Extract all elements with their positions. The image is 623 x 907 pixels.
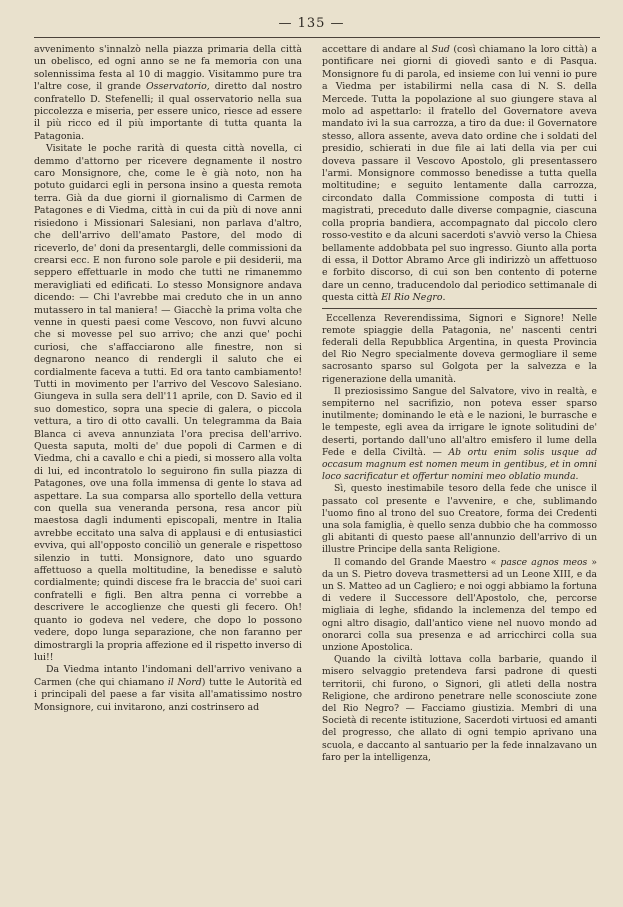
italic-text: pasce agnos meos <box>500 556 588 568</box>
text-run: Il preziosissimo Sangue del Salvatore, vivo in realtà, e sempiterno nel sacrifizio, non poteva esser sparso inutilmente; dominando le età e le nazioni, le burrasche e le tempeste, egli avea da irrigare le ignote solitudini de' deserti, portando dall'uno all'altro emisfero il lume della Fede e della Civiltà. — <box>322 385 597 458</box>
paragraph <box>322 386 597 484</box>
text-run: Quando la civiltà lottava colla barbarie, quando il misero selvaggio pretendeva farsi padrone di questi territorii, chi furono, o Signori, gli atleti della nostra Religione, che ardirono penetrare nelle sconosciute zone del Rio Negro? — Facciamo giustizia. Membri di una Società di recente istituzione, Sacerdoti virtuosi ed amanti del progresso, che allato di ogni tempio aprivano una scuola, e daccanto al santuario per la fede innalzavano un faro per la intelligenza, <box>322 654 597 763</box>
speech-separator <box>322 308 597 309</box>
paragraph <box>34 44 302 143</box>
text-run: Visitate le poche rarità di questa città novella, ci demmo d'attorno per ricevere degnamente il nostro caro Monsignore, che, come le è già noto, non ha potuto guidarci egli in persona insino a questa remota terra. Già da due giorni il giornalismo di Carmen de Patagones e di Viedma, città in cui da più di nove anni risiedono i Missionari Salesiani, non parlava d'altro, che dell'arrivo dell'amato Pastore, del modo di riceverlo, de' doni da presentargli, delle commissioni da crearsi ecc. E non furono sole parole e pii desiderii, ma seppero effettuarle in modo che tutti ne rimanemmo meravigliati ed edificati. Lo stesso Monsignore andava dicendo: — Chi l'avrebbe mai creduto che in un anno mutassero in tal maniera! — Giacchè la prima volta che venne in questi paesi come Vescovo, non fuvvi alcuno che si movesse pel suo arrivo; che anzi que' pochi curiosi, che s'affacciarono alle finestre, non si degnarono neanco di rendergli il saluto che ei cordialmente faceva a tutti. Ed ora tanto cambiamento! Tutti in movimento per l'arrivo del Vescovo Salesiano. Giungeva in sulla sera dell'11 aprile, con D. Savio ed il suo domestico, sopra una specie di galera, o piccola vettura, a tiro di otto cavalli. Un telegramma da Baia Blanca ci aveva annunziata l'ora precisa dell'arrivo. Questa saputa, molti de' due popoli di Carmen e di Viedma, chi a cavallo e chi a piedi, si mossero alla volta di lui, ed incontratolo lo seguirono fin sulla piazza di Patagones, ove una folla immensa di gente lo stava ad aspettare. La sua comparsa allo sportello della vettura con quella sua veneranda persona, resa ancor più maestosa dagli indumenti episcopali, mentre in Italia avrebbe eccitato una salva di applausi e di entusiastici evviva, qui all'opposto conciliò un generale e rispettoso silenzio in tutti. Monsignore, dato uno sguardo affettuoso a quella moltitudine, la benedisse e salutò cordialmente; quindi discese fra le braccia de' suoi cari confratelli e figli. Ben altra penna ci vorrebbe a descrivere le accoglienze che questi gli fecero. Oh! quanto io godeva nel vedere, che dopo lo possono vedere, dopo lunga separazione, che non faranno per dimostrargli la propria affezione ed il rispetto inverso di lui!! <box>34 143 302 663</box>
text-run: » da un S. Pietro doveva trasmettersi ad un Leone XIII, e da un S. Matteo ad un Cagliero; e noi oggi abbiamo la fortuna di vedere il Successore dell'Apostolo, che, percorse migliaia di leghe, sfidando la inclemenza del tempo ed ogni altro disagio, dall'antico viene nel nuovo mondo ad onorarci colla sua presenza e ad arricchirci colla sua unzione Apostolica. <box>322 556 597 654</box>
text-run: . <box>442 292 446 304</box>
paragraph <box>322 654 597 764</box>
paragraph <box>322 313 597 386</box>
header-rule <box>34 37 600 38</box>
text-run: avvenimento s'innalzò nella piazza primaria della città un obelisco, ed ogni anno se ne fa memoria con una solennissima festa al 10 di maggio. Visitammo pure tra l'altre cose, il grande <box>34 44 302 93</box>
text-run: ) tutte le Autorità ed i principali del paese a far visita all'amatissimo nostro Monsignore, cui invitarono, anzi costrinsero ad <box>34 676 302 713</box>
paragraph <box>322 557 597 655</box>
text-run: Da Viedma intanto l'indomani dell'arrivo venivano a Carmen (che qui chiamano <box>34 664 302 688</box>
italic-text: Sud <box>431 44 450 55</box>
italic-text: il Nord <box>167 676 202 688</box>
text-run: (così chiamano la loro città) a pontificare nei giorni di giovedì santo e di Pasqua. Monsignore fu di parola, ed insieme con lui venni io pure a Viedma per istabilirmi nella casa di N. S. della Mercede. Tutta la popolazione al suo giungere stava al molo ad aspettarlo: il fratello del Governatore aveva mandato ivi la sua carrozza, a tiro da due: il Governatore stesso, allora assente, aveva dato ordine che i soldati del presidio, schierati in due file ai lati della via per cui doveva passare il Vescovo Apostolo, gli presentassero l'armi. Monsignore commosso benedisse a tutta quella moltitudine; e seguito lentamente dalla carrozza, circondato dalla Commissione composta di tutti i magistrati, preceduto dalle diverse compagnie, ciascuna colla propria bandiera, accompagnato dal piccolo clero rosso-vestito e da alcuni sacerdoti s'avviò verso la Chiesa bellamente addobbata pel suo ingresso. Giunto alla porta di essa, il Dottor Abramo Arce gli indirizzò un affettuoso e forbito discorso, di cui son ben contento di poterne dare un cenno, traducendolo dal periodico settimanale di questa città <box>322 44 597 304</box>
italic-text: El Rio Negro <box>381 292 443 304</box>
italic-text: Osservatorio, <box>145 81 210 93</box>
paragraph <box>34 664 302 714</box>
paragraph <box>322 483 597 556</box>
paragraph <box>322 44 597 305</box>
text-run: Sì, questo inestimabile tesoro della fede che unisce il passato col presente e l'avvenire, e che, sublimando l'uomo fino al trono del suo Creatore, forma dei Credenti una sola famiglia, è quello senza dubbio che ha commosso gli abitanti di questo paese all'annunzio dell'arrivo di un illustre Principe della santa Religione. <box>322 483 597 556</box>
left-column <box>34 44 302 714</box>
text-run: Il comando del Grande Maestro « <box>334 556 501 568</box>
text-run: diretto dal nostro confratello D. Stefenelli; il qual osservatorio nella sua piccolezza e miseria, per essere unico, riesce ad essere il più ricco ed il più importante di tutta quanta la Patagonia. <box>34 81 302 142</box>
right-column <box>322 44 597 764</box>
italic-text: Ab ortu enim solis usque ad occasum magnum est nomen meum in gentibus, et in omni loco sacrificatur et offertur nomini meo oblatio munda. <box>322 446 597 483</box>
page-number: — 135 — <box>278 16 345 31</box>
text-run: accettare di andare al <box>322 44 432 55</box>
paragraph <box>34 143 302 664</box>
text-run: Eccellenza Reverendissima, Signori e Signore! Nelle remote spiaggie della Patagonia, ne' nascenti centri federali della Repubblica Argentina, in questa Provincia del Rio Negro specialmente doveva germogliare il seme sacrosanto sparso sul Golgota per la salvezza e la rigenerazione della umanità. <box>322 312 597 385</box>
